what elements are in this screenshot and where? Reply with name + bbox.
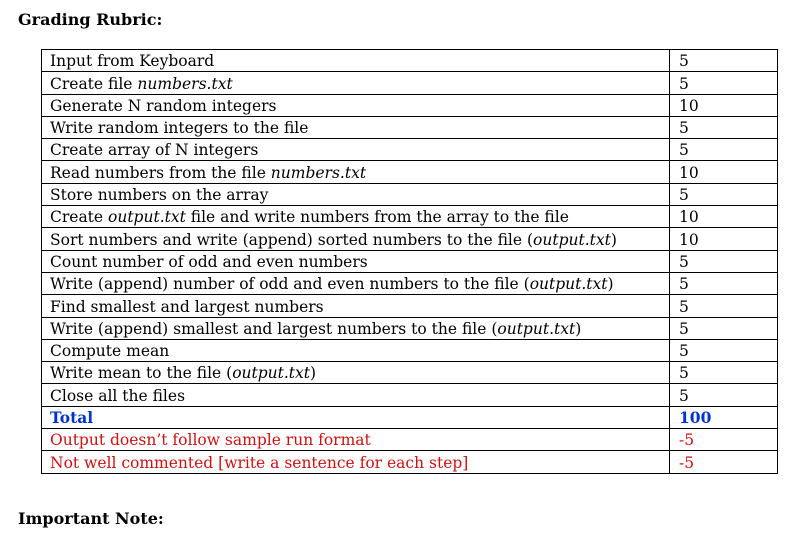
penalty-task: Output doesn’t follow sample run format	[42, 429, 670, 451]
task-text: Count number of odd and even numbers	[50, 252, 368, 271]
rubric-task	[42, 272, 670, 294]
rubric-points: 10	[670, 228, 778, 250]
task-text: )	[607, 275, 614, 294]
rubric-points: 5	[670, 295, 778, 317]
task-text: Write mean to the file (	[50, 364, 233, 383]
task-filename: output.txt	[232, 364, 311, 383]
task-filename: numbers.txt	[137, 74, 233, 93]
rubric-task	[42, 94, 670, 116]
rubric-points: 5	[670, 272, 778, 294]
rubric-points: 5	[670, 362, 778, 384]
rubric-task	[42, 139, 670, 161]
task-text: )	[310, 364, 317, 383]
task-text: Write (append) number of odd and even numbers to the file (	[50, 275, 530, 294]
rubric-row	[42, 272, 778, 294]
rubric-task	[42, 72, 670, 94]
task-text: Create array of N integers	[50, 141, 259, 160]
important-note-heading: Important Note:	[18, 509, 164, 528]
task-text: file and write numbers from the array to the file	[185, 208, 569, 227]
rubric-points: 10	[670, 161, 778, 183]
task-text: Find smallest and largest numbers	[50, 297, 324, 316]
rubric-task	[42, 206, 670, 228]
task-text: Compute mean	[50, 342, 170, 361]
task-text: Close all the files	[50, 386, 186, 405]
task-text: Write random integers to the file	[50, 119, 309, 138]
rubric-task	[42, 250, 670, 272]
rubric-task	[42, 317, 670, 339]
task-text: )	[575, 319, 582, 338]
rubric-row	[42, 72, 778, 94]
rubric-task	[42, 228, 670, 250]
rubric-points: 5	[670, 384, 778, 406]
task-filename: output.txt	[108, 208, 186, 227]
rubric-points: 5	[670, 139, 778, 161]
rubric-task	[42, 384, 670, 406]
rubric-points: 5	[670, 250, 778, 272]
task-text: Read numbers from the file	[50, 163, 271, 182]
penalty-row	[42, 451, 778, 473]
rubric-points: 5	[670, 339, 778, 361]
rubric-points: 10	[670, 206, 778, 228]
penalty-points: -5	[670, 429, 778, 451]
rubric-points: 5	[670, 116, 778, 138]
task-text: Sort numbers and write (append) sorted numbers to the file (	[50, 230, 534, 249]
rubric-points: 5	[670, 50, 778, 72]
rubric-table-body	[42, 50, 778, 474]
total-points: 100	[670, 406, 778, 428]
task-text: Create file	[50, 74, 138, 93]
rubric-task	[42, 183, 670, 205]
rubric-points: 5	[670, 317, 778, 339]
task-text: Input from Keyboard	[50, 52, 215, 71]
rubric-row	[42, 50, 778, 72]
task-text: Generate N random integers	[50, 96, 277, 115]
task-text: Store numbers on the array	[50, 186, 269, 205]
task-text: Write (append) smallest and largest numbers to the file (	[50, 319, 498, 338]
rubric-task	[42, 116, 670, 138]
rubric-row	[42, 161, 778, 183]
total-label: Total	[42, 406, 670, 428]
task-filename: output.txt	[533, 230, 611, 249]
rubric-task	[42, 362, 670, 384]
rubric-row	[42, 384, 778, 406]
rubric-task	[42, 339, 670, 361]
rubric-points: 5	[670, 183, 778, 205]
rubric-row	[42, 362, 778, 384]
rubric-row	[42, 295, 778, 317]
rubric-row	[42, 228, 778, 250]
rubric-row	[42, 250, 778, 272]
rubric-heading: Grading Rubric:	[18, 10, 163, 29]
penalty-row	[42, 429, 778, 451]
rubric-row	[42, 183, 778, 205]
rubric-row	[42, 94, 778, 116]
rubric-points: 5	[670, 72, 778, 94]
penalty-task: Not well commented [write a sentence for each step]	[42, 451, 670, 473]
task-filename: output.txt	[497, 319, 576, 338]
task-filename: numbers.txt	[270, 163, 367, 182]
total-row	[42, 406, 778, 428]
rubric-row	[42, 116, 778, 138]
rubric-row	[42, 206, 778, 228]
rubric-task	[42, 295, 670, 317]
rubric-task	[42, 161, 670, 183]
grading-rubric-table	[41, 49, 778, 474]
rubric-points: 10	[670, 94, 778, 116]
task-filename: output.txt	[529, 275, 608, 294]
penalty-points: -5	[670, 451, 778, 473]
rubric-row	[42, 139, 778, 161]
rubric-row	[42, 317, 778, 339]
rubric-task	[42, 50, 670, 72]
rubric-row	[42, 339, 778, 361]
task-text: )	[610, 230, 617, 249]
task-text: Create	[50, 208, 109, 227]
